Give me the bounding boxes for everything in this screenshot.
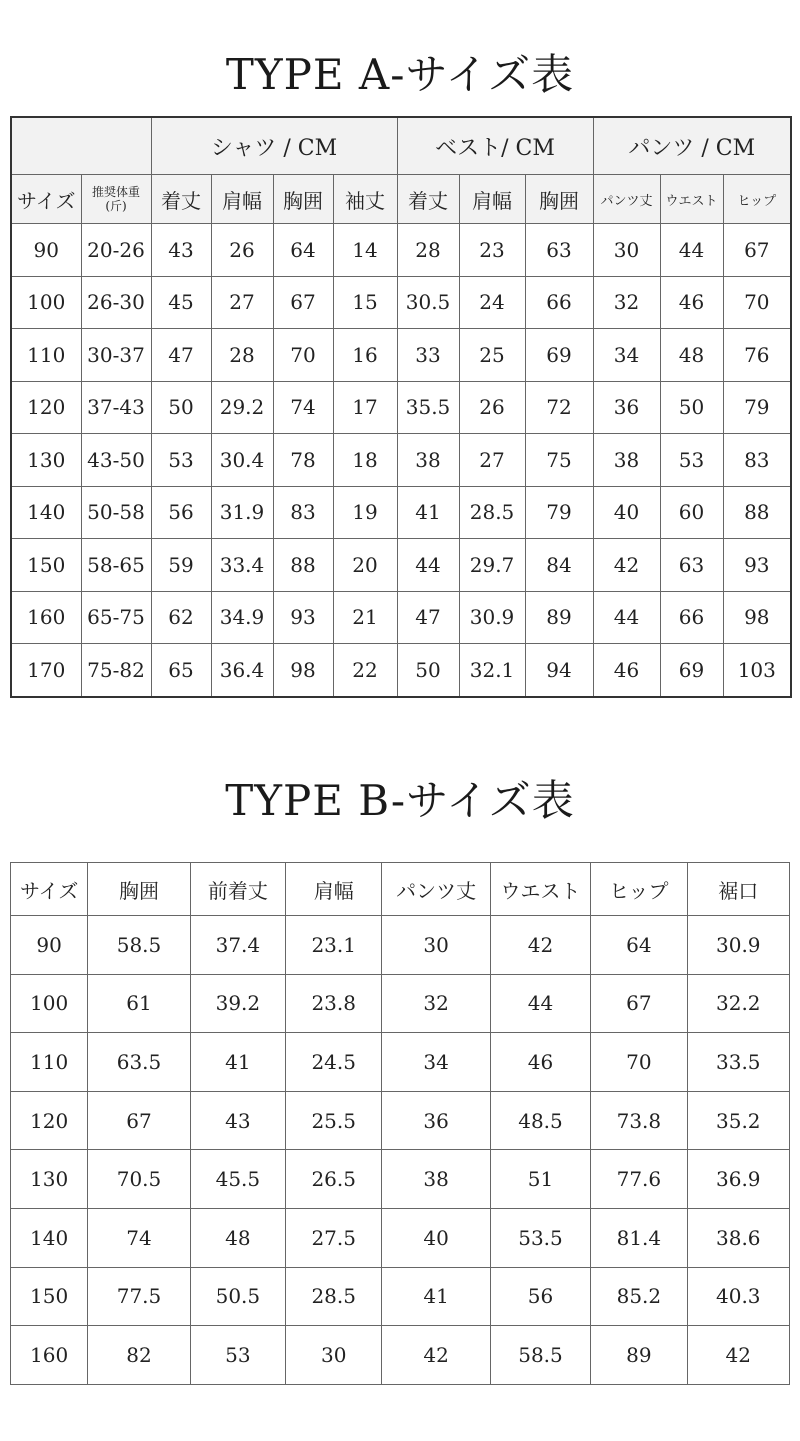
type-a-table-row [11,276,791,329]
type-a-table-cell: 26-30 [81,276,151,329]
type-a-table-cell: 15 [333,276,397,329]
type-a-table-cell: 84 [525,539,593,592]
type-a-table-cell: 90 [11,224,81,277]
type-b-table-cell: 58.5 [490,1326,590,1385]
type-b-table-cell: 35.2 [687,1091,789,1150]
type-b-table-cell: 36.9 [687,1150,789,1209]
type-a-table-cell: 59 [151,539,211,592]
type-a-header-cell: ヒップ [723,175,791,224]
type-a-header-cell: 袖丈 [333,175,397,224]
type-b-header-cell: ウエスト [490,863,590,916]
type-a-table-row [11,329,791,382]
type-a-group-vest: ベスト/ CM [397,117,593,175]
type-a-table-cell: 62 [151,591,211,644]
type-a-table-cell: 29.2 [211,381,273,434]
type-a-table-cell: 89 [525,591,593,644]
type-b-table-cell: 63.5 [88,1033,190,1092]
type-b-table-cell: 45.5 [190,1150,285,1209]
type-b-table-row [11,1091,790,1150]
type-a-table-cell: 42 [593,539,660,592]
type-a-table-cell: 45 [151,276,211,329]
type-a-table-cell: 38 [593,434,660,487]
type-b-table-row [11,1326,790,1385]
type-b-table-cell: 70 [591,1033,687,1092]
type-b-table-cell: 36 [382,1091,490,1150]
type-a-table-cell: 64 [273,224,333,277]
type-a-table-row [11,644,791,697]
type-b-table-cell: 32.2 [687,974,789,1033]
type-a-table-cell: 88 [273,539,333,592]
type-b-table-cell: 28.5 [286,1267,382,1326]
type-a-table-cell: 33 [397,329,459,382]
type-b-table-cell: 30 [382,916,490,975]
type-a-table-cell: 48 [660,329,723,382]
type-b-header-cell: サイズ [11,863,88,916]
type-a-table-cell: 32.1 [459,644,525,697]
type-a-table-cell: 50 [397,644,459,697]
type-a-table-cell: 28 [211,329,273,382]
type-b-table-cell: 40 [382,1208,490,1267]
type-a-table-cell: 50 [660,381,723,434]
type-a-table-cell: 79 [525,486,593,539]
type-b-table-cell: 130 [11,1150,88,1209]
type-a-table-cell: 60 [660,486,723,539]
type-a-header-cell: 肩幅 [211,175,273,224]
type-b-table-cell: 40.3 [687,1267,789,1326]
type-a-table-cell: 25 [459,329,525,382]
type-b-table-cell: 90 [11,916,88,975]
type-b-table-row [11,1150,790,1209]
type-a-table-cell: 34 [593,329,660,382]
type-b-table-cell: 27.5 [286,1208,382,1267]
type-a-table-cell: 30.4 [211,434,273,487]
type-a-table-cell: 36.4 [211,644,273,697]
type-a-table-cell: 44 [660,224,723,277]
type-b-table-cell: 85.2 [591,1267,687,1326]
type-b-table-cell: 26.5 [286,1150,382,1209]
type-a-header-cell: 胸囲 [273,175,333,224]
type-a-table-cell: 63 [660,539,723,592]
type-b-table-row [11,1033,790,1092]
type-a-table-cell: 74 [273,381,333,434]
type-a-table-cell: 83 [273,486,333,539]
type-b-table-cell: 39.2 [190,974,285,1033]
type-b-table-cell: 140 [11,1208,88,1267]
type-b-table-cell: 81.4 [591,1208,687,1267]
type-b-table-cell: 44 [490,974,590,1033]
type-b-table-cell: 64 [591,916,687,975]
type-b-table-cell: 23.1 [286,916,382,975]
type-a-table-cell: 65-75 [81,591,151,644]
type-b-table-cell: 160 [11,1326,88,1385]
type-a-table-cell: 65 [151,644,211,697]
type-a-table-cell: 38 [397,434,459,487]
type-b-table-cell: 73.8 [591,1091,687,1150]
type-a-table-cell: 58-65 [81,539,151,592]
type-a-table-cell: 70 [723,276,791,329]
type-a-table-cell: 75-82 [81,644,151,697]
type-a-table-cell: 88 [723,486,791,539]
type-a-group-blank [11,117,151,175]
type-a-table-cell: 30.9 [459,591,525,644]
type-b-table-cell: 82 [88,1326,190,1385]
type-b-table-cell: 37.4 [190,916,285,975]
type-a-header-cell: 胸囲 [525,175,593,224]
type-a-table-cell: 28.5 [459,486,525,539]
type-a-table-cell: 24 [459,276,525,329]
type-b-table-cell: 61 [88,974,190,1033]
type-b-table-cell: 53 [190,1326,285,1385]
type-a-table-cell: 110 [11,329,81,382]
type-a-table-body [11,224,791,697]
type-a-table-row [11,381,791,434]
type-a-table-cell: 67 [273,276,333,329]
type-a-table-cell: 47 [397,591,459,644]
type-a-table-cell: 53 [151,434,211,487]
type-b-table-cell: 51 [490,1150,590,1209]
type-a-table-cell: 30-37 [81,329,151,382]
type-a-table-cell: 63 [525,224,593,277]
type-a-table-cell: 83 [723,434,791,487]
type-a-table-row [11,539,791,592]
type-b-table-cell: 48 [190,1208,285,1267]
type-a-table-cell: 26 [459,381,525,434]
type-a-table-cell: 47 [151,329,211,382]
type-a-table-cell: 50-58 [81,486,151,539]
type-a-table-cell: 66 [525,276,593,329]
type-a-header-cell: 肩幅 [459,175,525,224]
type-a-table-cell: 18 [333,434,397,487]
type-a-table-cell: 23 [459,224,525,277]
type-b-table-cell: 42 [382,1326,490,1385]
type-b-table-cell: 23.8 [286,974,382,1033]
type-a-table-cell: 28 [397,224,459,277]
type-b-table-cell: 56 [490,1267,590,1326]
type-b-table-cell: 30.9 [687,916,789,975]
type-a-table-cell: 30 [593,224,660,277]
type-b-title: TYPE B-サイズ表 [225,776,575,825]
type-a-table-cell: 35.5 [397,381,459,434]
type-b-table-cell: 100 [11,974,88,1033]
type-a-table-row [11,434,791,487]
type-a-table-cell: 26 [211,224,273,277]
type-b-table-cell: 70.5 [88,1150,190,1209]
type-a-table-cell: 46 [593,644,660,697]
type-a-column-header-row [11,175,791,224]
type-b-table-cell: 30 [286,1326,382,1385]
type-b-table-cell: 53.5 [490,1208,590,1267]
type-b-table-cell: 77.6 [591,1150,687,1209]
type-a-header-cell: 着丈 [151,175,211,224]
type-b-header-cell: 裾口 [687,863,789,916]
type-a-table-cell: 27 [459,434,525,487]
type-a-table-cell: 19 [333,486,397,539]
type-a-group-header-row [11,117,791,175]
type-b-table-body [11,916,790,1385]
type-a-table-cell: 46 [660,276,723,329]
type-a-table-cell: 44 [593,591,660,644]
type-b-table-cell: 110 [11,1033,88,1092]
type-b-table-cell: 67 [88,1091,190,1150]
type-a-header-cell: 着丈 [397,175,459,224]
type-a-table-cell: 30.5 [397,276,459,329]
type-a-table-cell: 34.9 [211,591,273,644]
type-a-table-cell: 43-50 [81,434,151,487]
type-b-column-header-row [11,863,790,916]
type-a-group-shirt: シャツ / CM [151,117,397,175]
type-a-table-cell: 130 [11,434,81,487]
type-b-header-cell: ヒップ [591,863,687,916]
type-b-table-cell: 67 [591,974,687,1033]
type-a-table-cell: 29.7 [459,539,525,592]
type-a-table-cell: 50 [151,381,211,434]
type-a-table-cell: 140 [11,486,81,539]
type-b-table-cell: 41 [382,1267,490,1326]
type-a-size-table [10,116,792,698]
type-a-header-cell: ウエスト [660,175,723,224]
type-b-table-cell: 43 [190,1091,285,1150]
type-a-table-row [11,224,791,277]
type-a-table-cell: 100 [11,276,81,329]
type-a-table-cell: 27 [211,276,273,329]
type-b-table-cell: 41 [190,1033,285,1092]
type-a-table-cell: 33.4 [211,539,273,592]
type-a-table-cell: 98 [273,644,333,697]
type-a-table-cell: 69 [660,644,723,697]
type-b-table-cell: 38.6 [687,1208,789,1267]
type-a-table-cell: 69 [525,329,593,382]
type-a-table-cell: 20 [333,539,397,592]
type-a-table-cell: 103 [723,644,791,697]
type-a-header-cell: 推奨体重 (斤) [81,175,151,224]
type-a-table-cell: 150 [11,539,81,592]
type-a-table-row [11,486,791,539]
type-a-table-cell: 16 [333,329,397,382]
type-a-table-cell: 75 [525,434,593,487]
type-a-header-cell: パンツ丈 [593,175,660,224]
type-b-table-cell: 74 [88,1208,190,1267]
type-a-table-cell: 44 [397,539,459,592]
type-a-table-cell: 32 [593,276,660,329]
type-a-table-cell: 78 [273,434,333,487]
type-b-table-cell: 25.5 [286,1091,382,1150]
type-b-table-cell: 120 [11,1091,88,1150]
type-b-header-cell: パンツ丈 [382,863,490,916]
type-b-table-row [11,1267,790,1326]
type-b-table-row [11,916,790,975]
type-b-size-table [10,862,790,1385]
type-b-header-cell: 胸囲 [88,863,190,916]
type-b-header-cell: 前着丈 [190,863,285,916]
type-b-table-cell: 34 [382,1033,490,1092]
type-a-table-cell: 22 [333,644,397,697]
type-a-title: TYPE A-サイズ表 [225,50,575,99]
type-b-table-cell: 42 [687,1326,789,1385]
type-a-table-cell: 160 [11,591,81,644]
type-b-table-cell: 33.5 [687,1033,789,1092]
type-b-table-cell: 46 [490,1033,590,1092]
type-a-table-cell: 31.9 [211,486,273,539]
type-a-table-cell: 98 [723,591,791,644]
type-b-table-cell: 89 [591,1326,687,1385]
type-b-header-cell: 肩幅 [286,863,382,916]
type-b-table-cell: 38 [382,1150,490,1209]
type-b-table-cell: 24.5 [286,1033,382,1092]
type-a-table-cell: 53 [660,434,723,487]
type-a-table-cell: 93 [273,591,333,644]
type-a-table-cell: 36 [593,381,660,434]
type-b-table-cell: 150 [11,1267,88,1326]
type-b-table-row [11,974,790,1033]
type-a-table-cell: 70 [273,329,333,382]
type-a-table-cell: 37-43 [81,381,151,434]
type-a-table-row [11,591,791,644]
type-b-table-cell: 42 [490,916,590,975]
type-a-table-cell: 20-26 [81,224,151,277]
type-a-table-cell: 93 [723,539,791,592]
type-a-table-cell: 170 [11,644,81,697]
type-b-table-cell: 48.5 [490,1091,590,1150]
type-a-table-cell: 66 [660,591,723,644]
type-a-table-cell: 14 [333,224,397,277]
type-a-table-cell: 67 [723,224,791,277]
type-b-table-cell: 50.5 [190,1267,285,1326]
type-a-table-cell: 94 [525,644,593,697]
type-b-table-cell: 32 [382,974,490,1033]
type-a-table-cell: 21 [333,591,397,644]
type-a-header-cell: サイズ [11,175,81,224]
type-a-table-cell: 79 [723,381,791,434]
type-b-table-cell: 58.5 [88,916,190,975]
type-b-table-row [11,1208,790,1267]
type-a-table-cell: 76 [723,329,791,382]
type-a-group-pants: パンツ / CM [593,117,791,175]
type-a-table-cell: 120 [11,381,81,434]
type-b-table-cell: 77.5 [88,1267,190,1326]
type-a-table-cell: 56 [151,486,211,539]
type-a-table-cell: 41 [397,486,459,539]
type-a-table-cell: 72 [525,381,593,434]
type-a-table-cell: 40 [593,486,660,539]
type-a-table-cell: 43 [151,224,211,277]
type-a-table-cell: 17 [333,381,397,434]
